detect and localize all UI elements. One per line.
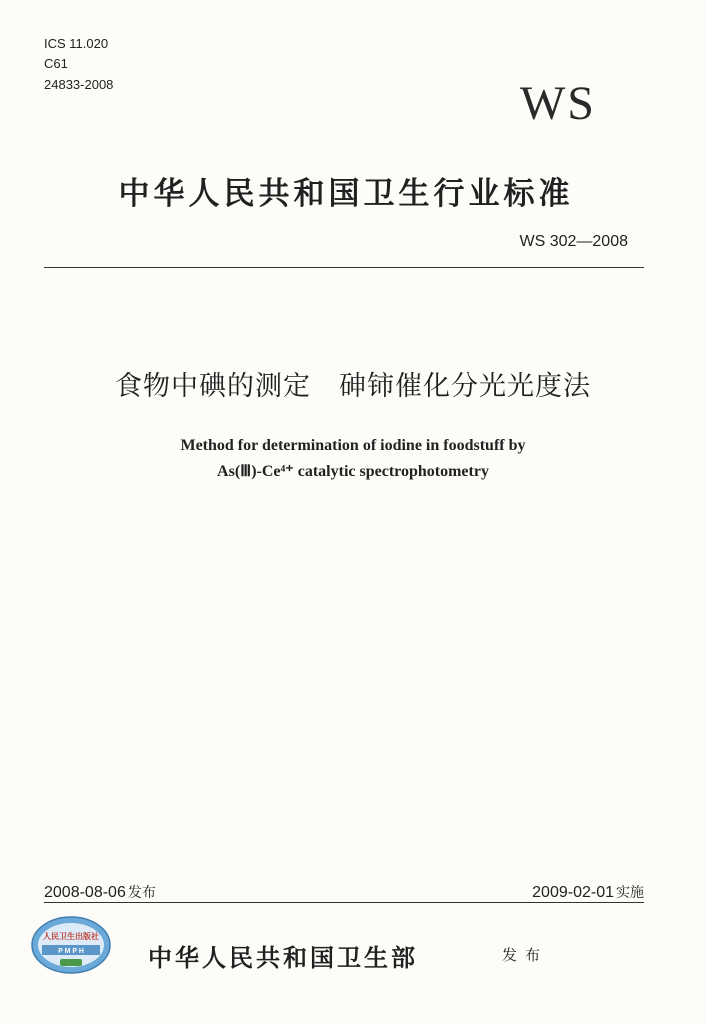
record-number: 24833-2008 — [44, 77, 114, 92]
publisher-logo — [30, 915, 112, 975]
ics-code: ICS 11.020 — [44, 36, 109, 51]
logo-text: 人民卫生出版社 — [43, 932, 99, 941]
document-title-en-line2: As(Ⅲ)-Ce⁴⁺ catalytic spectrophotometry — [217, 463, 489, 480]
implement-date-value: 2009-02-01 — [532, 884, 614, 901]
logo-letters: P M P H — [58, 948, 84, 955]
issue-date-label: 发布 — [127, 885, 156, 901]
implement-date-label: 实施 — [616, 885, 644, 901]
logo-green-tag — [60, 959, 82, 966]
issue-date-value: 2008-08-06 — [44, 884, 126, 901]
ccs-code: C61 — [44, 56, 68, 71]
standard-category-title: 中华人民共和国卫生行业标准 — [118, 176, 574, 212]
document-title-en-line1: Method for determination of iodine in foodstuff by — [180, 437, 526, 454]
implement-date — [532, 882, 644, 902]
publish-label: 发布 — [502, 946, 549, 964]
publisher-name: 中华人民共和国卫生部 — [148, 943, 418, 972]
standard-code: WS 302—2008 — [519, 233, 628, 250]
ws-mark: WS — [520, 77, 596, 130]
bottom-divider — [44, 902, 644, 903]
top-divider — [44, 267, 644, 268]
document-title-cn: 食物中碘的测定 砷铈催化分光光度法 — [115, 371, 591, 402]
issue-date — [44, 882, 156, 902]
